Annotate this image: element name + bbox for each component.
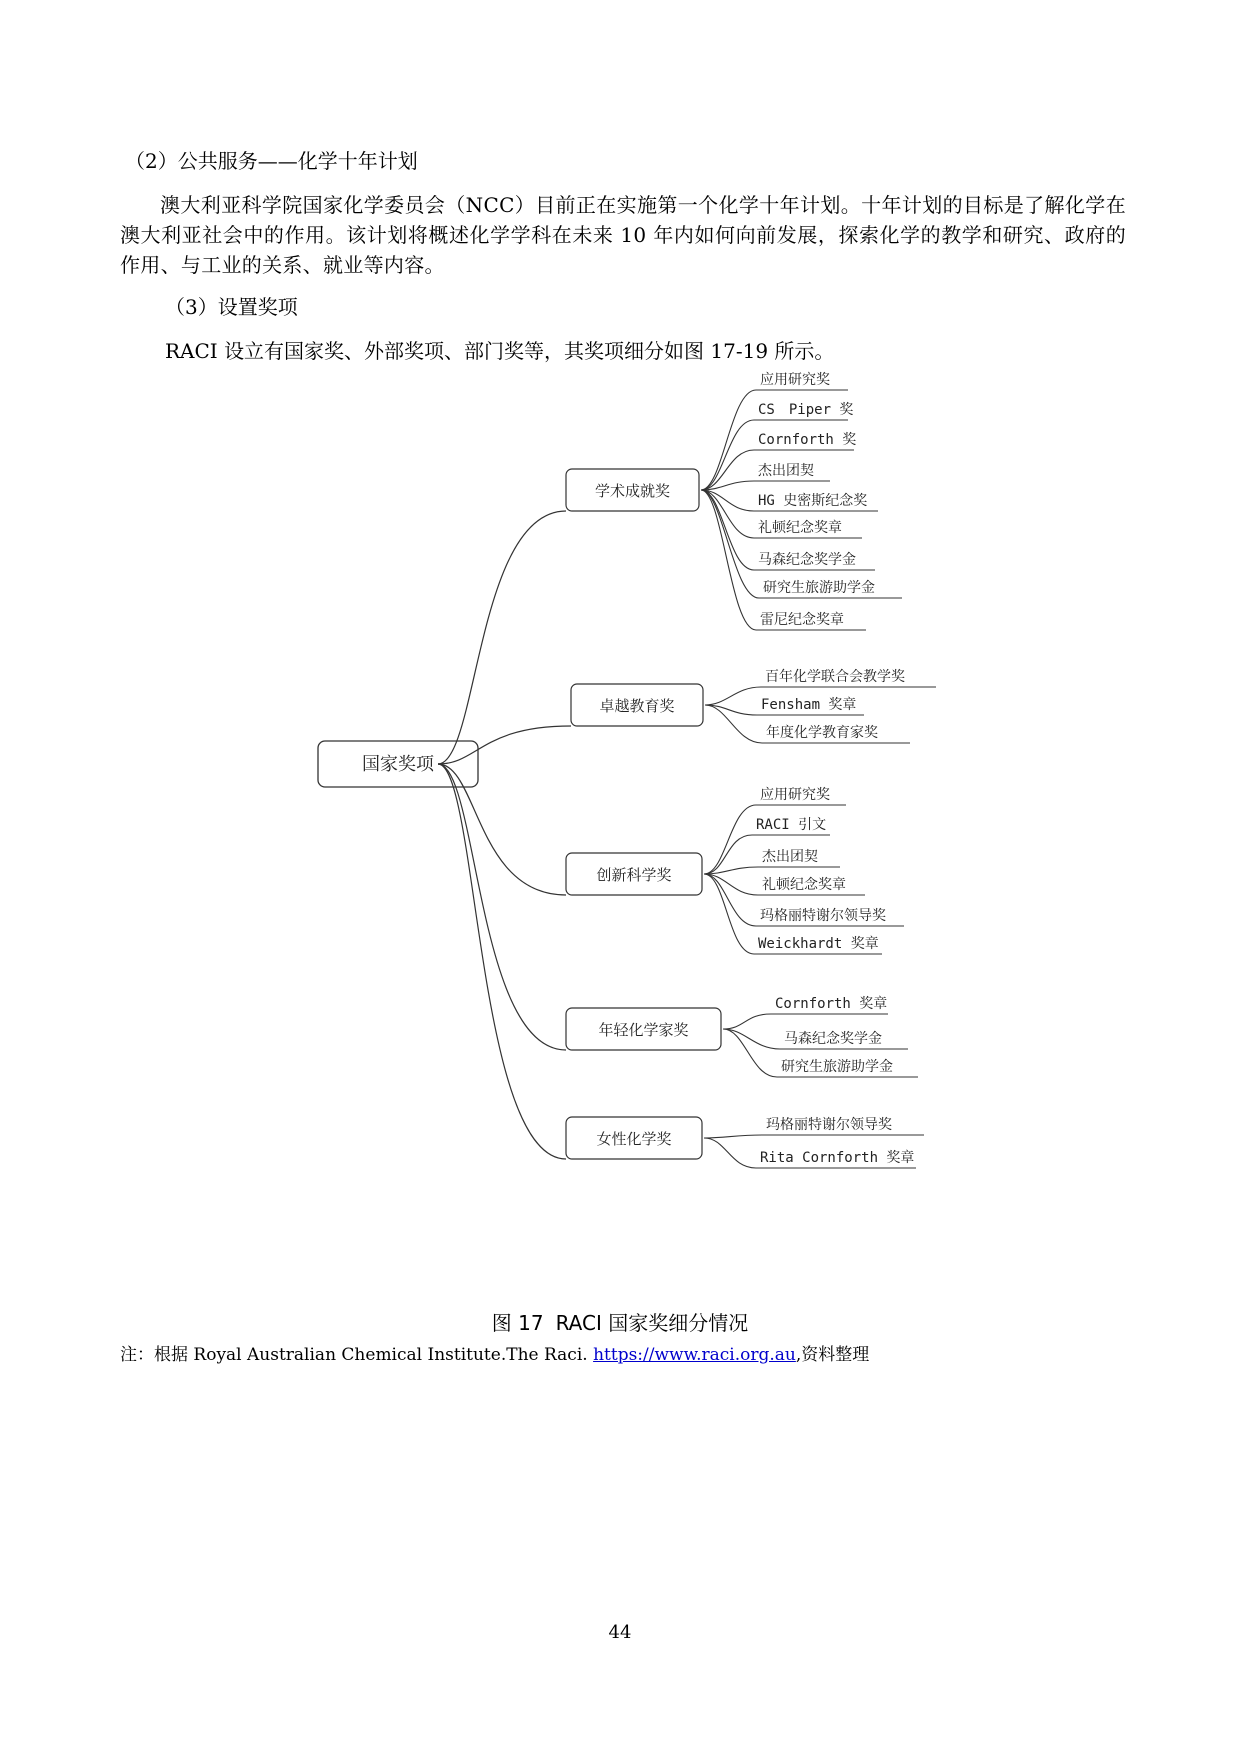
leaf-label: 年度化学教育家奖 — [766, 725, 878, 741]
figure-caption — [0, 1307, 1240, 1336]
section-heading: （3）设置奖项 — [165, 295, 298, 319]
root-label: 国家奖项 — [362, 754, 434, 775]
branch-connector — [438, 764, 566, 1159]
leaf-connector — [704, 867, 840, 874]
note-suffix: ,资料整理 — [795, 1345, 870, 1365]
paragraph: RACI 设立有国家奖、外部奖项、部门奖等，其奖项细分如图 17-19 所示。 — [165, 339, 835, 363]
leaf-label: 研究生旅游助学金 — [763, 580, 875, 596]
leaf-label: 杰出团契 — [758, 463, 814, 479]
leaf-label: RACI 引文 — [756, 817, 827, 833]
leaf-connector — [701, 481, 830, 490]
branch-label: 卓越教育奖 — [599, 697, 675, 715]
leaf-label: CS Piper 奖 — [758, 402, 854, 418]
section-heading: （2）公共服务——化学十年计划 — [125, 149, 418, 173]
leaf-label: 应用研究奖 — [760, 787, 830, 803]
branch-label: 创新科学奖 — [596, 866, 672, 884]
figure-number: 图 17 — [491, 1311, 544, 1335]
leaf-connector — [723, 1014, 888, 1029]
leaf-label: 礼顿纪念奖章 — [758, 520, 842, 536]
source-note — [120, 1340, 869, 1365]
leaf-label: 玛格丽特谢尔领导奖 — [766, 1117, 892, 1133]
leaf-label: Rita Cornforth 奖章 — [760, 1150, 915, 1166]
leaf-label: Cornforth 奖 — [758, 432, 857, 448]
figure-title: RACI 国家奖细分情况 — [555, 1311, 749, 1335]
branch-connector — [438, 511, 566, 764]
leaf-label: 雷尼纪念奖章 — [760, 612, 844, 628]
branch-connector — [438, 764, 566, 1050]
page-number: 44 — [608, 1622, 632, 1643]
paragraph: 澳大利亚科学院国家化学委员会（NCC）目前正在实施第一个化学十年计划。十年计划的目标是了解化学在澳大利亚社会中的作用。该计划将概述化学学科在未来 10 年内如何向前发展，探索化学的教学和研究、政府的作用、与工业的关系、就业等内容。 — [120, 193, 1126, 277]
leaf-label: 马森纪念奖学金 — [784, 1031, 882, 1047]
note-prefix: 注：根据 Royal Australian Chemical Institute.The Raci. — [120, 1345, 594, 1365]
source-link[interactable]: https://www.raci.org.au — [593, 1345, 796, 1365]
leaf-connector — [704, 1135, 924, 1138]
leaf-label: Fensham 奖章 — [761, 697, 857, 713]
leaf-label: 马森纪念奖学金 — [758, 552, 856, 568]
leaf-label: 百年化学联合会教学奖 — [765, 669, 905, 685]
branch-label: 女性化学奖 — [596, 1130, 672, 1148]
leaf-connector — [701, 420, 848, 490]
leaf-label: 应用研究奖 — [760, 372, 830, 388]
leaf-label: 杰出团契 — [762, 849, 818, 865]
leaf-label: Cornforth 奖章 — [775, 996, 888, 1012]
branch-label: 年轻化学家奖 — [598, 1021, 689, 1039]
leaf-label: Weickhardt 奖章 — [758, 936, 879, 952]
leaf-label: HG 史密斯纪念奖 — [758, 493, 868, 509]
leaf-label: 研究生旅游助学金 — [781, 1059, 893, 1075]
branch-label: 学术成就奖 — [594, 482, 671, 500]
leaf-label: 玛格丽特谢尔领导奖 — [760, 908, 886, 924]
leaf-label: 礼顿纪念奖章 — [762, 877, 846, 893]
